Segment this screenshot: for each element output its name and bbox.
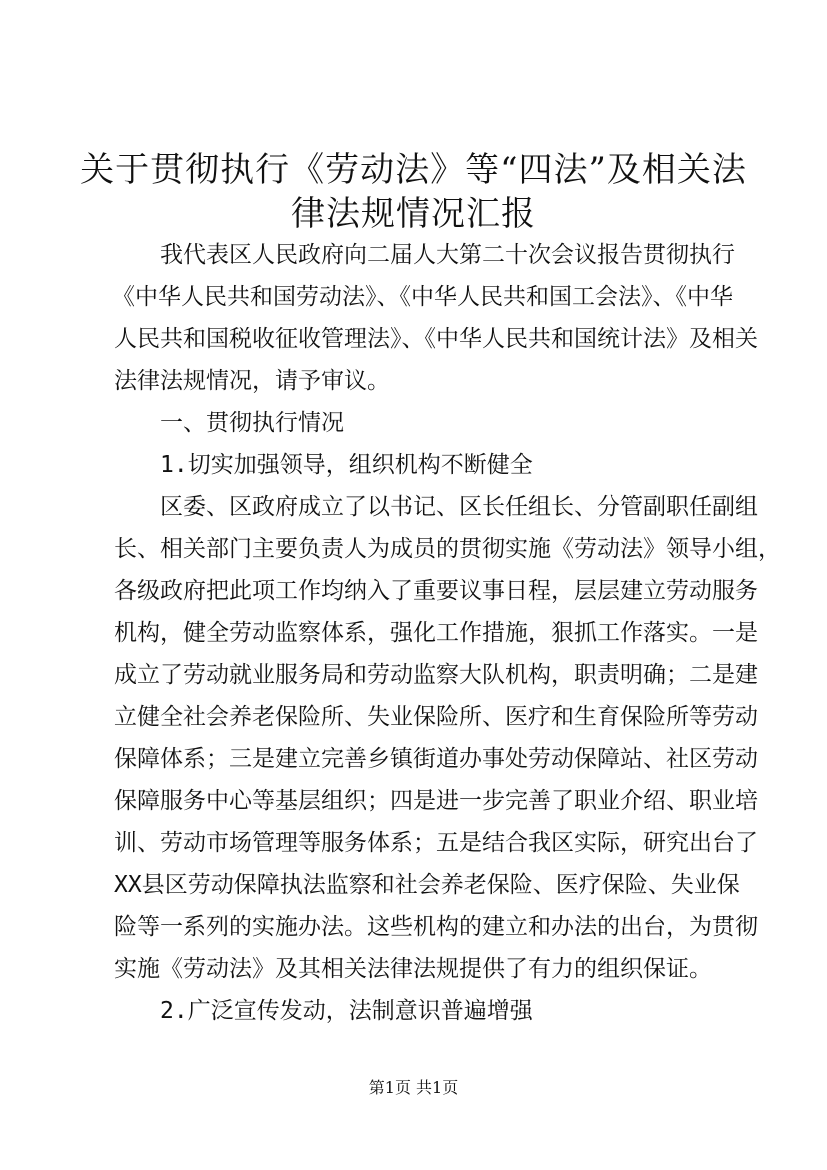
subsection-heading: 1.切实加强领导，组织机构不断健全	[160, 452, 533, 478]
section-heading: 一、贯彻执行情况	[160, 410, 344, 436]
paragraph-line: 立健全社会养老保险所、失业保险所、医疗和生育保险所等劳动	[114, 704, 758, 730]
paragraph-line: 训、劳动市场管理等服务体系；五是结合我区实际，研究出台了	[114, 830, 758, 856]
paragraph-line: 法律法规情况，请予审议。	[114, 368, 390, 394]
paragraph-line: 实施《劳动法》及其相关法律法规提供了有力的组织保证。	[114, 956, 712, 982]
paragraph-line: 成立了劳动就业服务局和劳动监察大队机构，职责明确；二是建	[114, 662, 758, 688]
paragraph-line: 《中华人民共和国劳动法》、《中华人民共和国工会法》、《中华	[112, 284, 733, 310]
paragraph-line: 各级政府把此项工作均纳入了重要议事日程，层层建立劳动服务	[114, 578, 758, 604]
paragraph-line: 长、相关部门主要负责人为成员的贯彻实施《劳动法》领导小组，	[114, 536, 781, 562]
paragraph-line: 人民共和国税收征收管理法》、《中华人民共和国统计法》及相关	[114, 326, 758, 352]
paragraph-line: XX县区劳动保障执法监察和社会养老保险、医疗保险、失业保	[114, 872, 740, 898]
document-title-line-2: 律法规情况汇报	[291, 194, 536, 234]
paragraph-line: 机构，健全劳动监察体系，强化工作措施，狠抓工作落实。一是	[114, 620, 758, 646]
paragraph-line: 保障服务中心等基层组织；四是进一步完善了职业介绍、职业培	[114, 788, 758, 814]
paragraph-line: 险等一系列的实施办法。这些机构的建立和办法的出台，为贯彻	[114, 914, 758, 940]
paragraph-line: 区委、区政府成立了以书记、区长任组长、分管副职任副组	[160, 494, 758, 520]
paragraph-line: 保障体系；三是建立完善乡镇街道办事处劳动保障站、社区劳动	[114, 746, 758, 772]
document-title-line-1: 关于贯彻执行《劳动法》等“四法”及相关法	[80, 150, 747, 190]
subsection-heading: 2.广泛宣传发动，法制意识普遍增强	[160, 998, 533, 1024]
page-footer: 第1页 共1页	[368, 1078, 459, 1097]
paragraph-line: 我代表区人民政府向二届人大第二十次会议报告贯彻执行	[160, 242, 735, 268]
